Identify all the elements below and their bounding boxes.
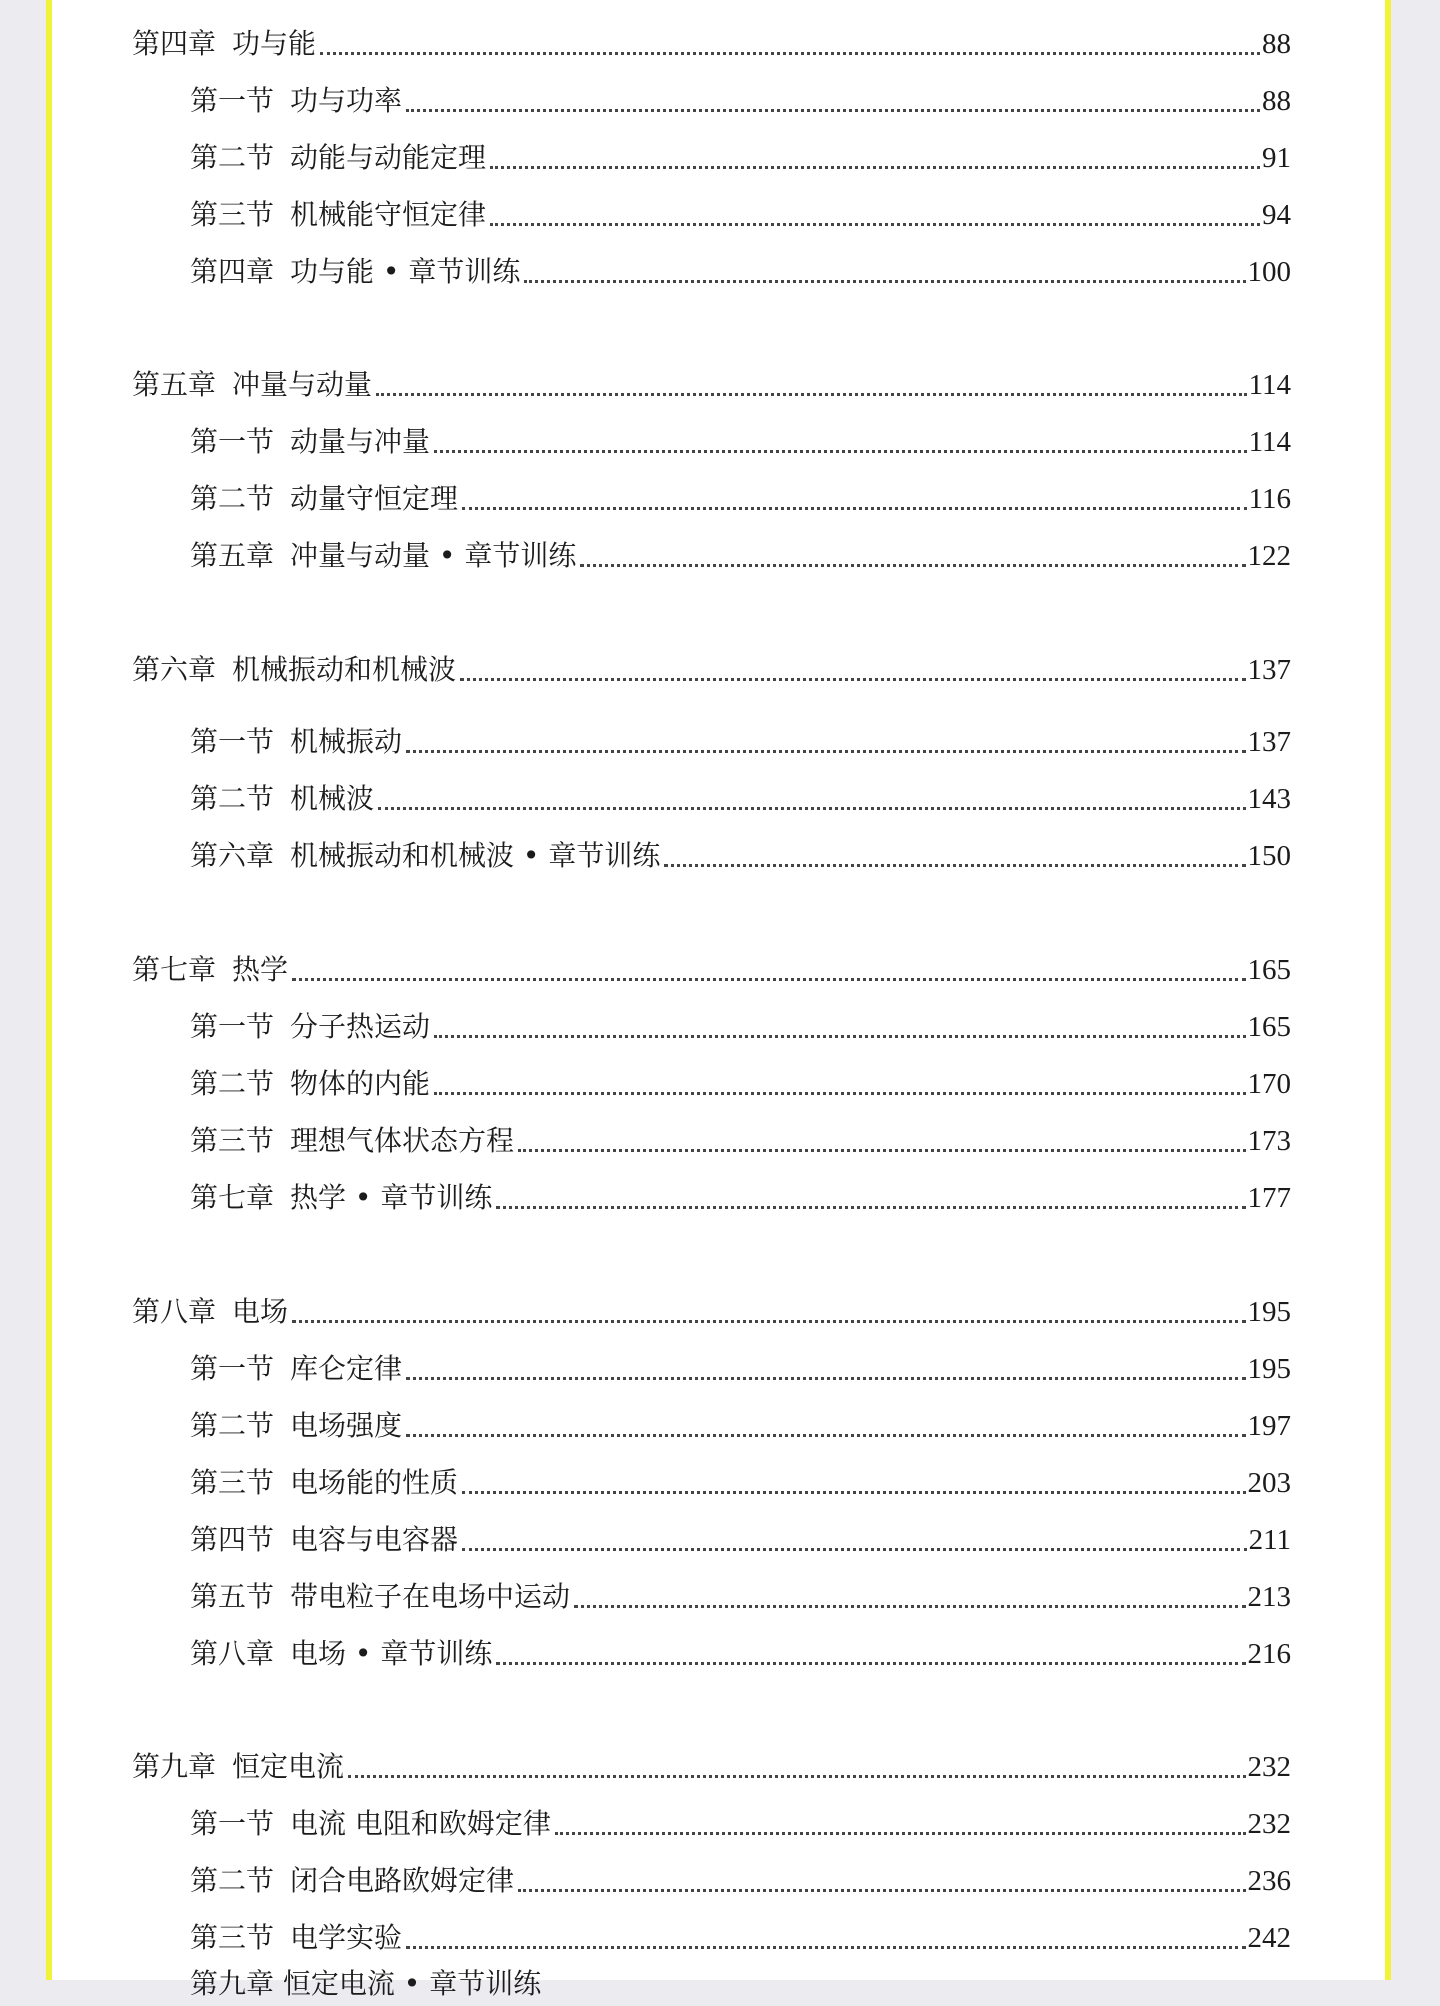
- toc-entry-title: 物体的内能: [290, 1067, 431, 1100]
- toc-entry-title: 电学实验: [290, 1921, 403, 1954]
- toc-entry-number: 第一节: [190, 1010, 275, 1043]
- toc-entry-title: 理想气体状态方程: [290, 1124, 515, 1157]
- toc-entry-title: 电容与电容器: [290, 1523, 459, 1556]
- toc-page-number: 232: [1247, 1808, 1291, 1840]
- toc-entry-title: 机械能守恒定律: [290, 198, 487, 231]
- toc-entry-title: 机械振动和机械波: [232, 653, 457, 686]
- dot-leader: [434, 450, 1247, 453]
- toc-entry-number: 第六章: [190, 839, 275, 872]
- toc-section-row[interactable]: [190, 1005, 1291, 1049]
- toc-entry-number: 第三节: [190, 198, 275, 231]
- toc-section-row[interactable]: [190, 79, 1291, 123]
- toc-chapter-row[interactable]: [132, 363, 1291, 407]
- toc-section-row[interactable]: [190, 136, 1291, 180]
- dot-leader: [348, 1775, 1245, 1778]
- table-of-contents: [52, 0, 1385, 1980]
- toc-page-number: 211: [1248, 1524, 1291, 1556]
- toc-entry-number: 第四章: [190, 255, 275, 288]
- toc-section-row[interactable]: [190, 1916, 1291, 1960]
- toc-entry-number: 第二节: [190, 782, 275, 815]
- toc-entry-number: 第一节: [190, 425, 275, 458]
- toc-entry-number: 第六章: [132, 653, 217, 686]
- toc-page-number: 100: [1247, 256, 1291, 288]
- toc-page-number: 213: [1247, 1581, 1291, 1613]
- cut-off-row-text: 第九章 恒定电流 • 章节训练: [190, 1967, 542, 2000]
- toc-entry-number: 第四节: [190, 1523, 275, 1556]
- toc-entry-number: 第五章: [190, 539, 275, 572]
- toc-section-row[interactable]: [190, 1404, 1291, 1448]
- toc-entry-number: 第四章: [132, 27, 217, 60]
- dot-leader: [460, 678, 1245, 681]
- toc-page-number: 216: [1247, 1638, 1291, 1670]
- toc-entry-title: 电场能的性质: [290, 1466, 459, 1499]
- dot-leader: [378, 807, 1245, 810]
- toc-entry-title: 热学: [232, 953, 289, 986]
- toc-entry-title: 动量守恒定理: [290, 482, 459, 515]
- dot-leader: [406, 1377, 1245, 1380]
- toc-entry-title: 电场强度: [290, 1409, 403, 1442]
- toc-entry-number: 第七章: [132, 953, 217, 986]
- toc-entry-title: 闭合电路欧姆定律: [290, 1864, 515, 1897]
- toc-entry-number: 第八章: [190, 1637, 275, 1670]
- dot-leader: [434, 1092, 1245, 1095]
- dot-leader: [496, 1206, 1245, 1209]
- toc-entry-title: 电流 电阻和欧姆定律: [290, 1807, 551, 1840]
- toc-chapter-row[interactable]: [132, 22, 1291, 66]
- dot-leader: [320, 52, 1260, 55]
- toc-entry-title: 冲量与动量: [232, 368, 373, 401]
- toc-entry-number: 第三节: [190, 1921, 275, 1954]
- dot-leader: [292, 978, 1245, 981]
- toc-page-number: 150: [1247, 840, 1291, 872]
- dot-leader: [406, 750, 1245, 753]
- toc-section-row[interactable]: [190, 1859, 1291, 1903]
- toc-section-row[interactable]: [190, 1518, 1291, 1562]
- toc-section-row[interactable]: [190, 720, 1291, 764]
- dot-leader: [496, 1662, 1245, 1665]
- dot-leader: [555, 1832, 1246, 1835]
- toc-entry-title: 电场: [232, 1295, 289, 1328]
- toc-page-number: 165: [1247, 1011, 1291, 1043]
- toc-entry-number: 第八章: [132, 1295, 217, 1328]
- toc-section-row[interactable]: [190, 1176, 1291, 1220]
- toc-entry-title: 功与能 • 章节训练: [290, 255, 521, 288]
- toc-section-row[interactable]: [190, 1347, 1291, 1391]
- toc-page-number: 195: [1247, 1353, 1291, 1385]
- toc-entry-title: 带电粒子在电场中运动: [290, 1580, 571, 1613]
- toc-section-row[interactable]: [190, 1461, 1291, 1505]
- toc-entry-title: 机械波: [290, 782, 375, 815]
- toc-entry-title: 机械振动: [290, 725, 403, 758]
- dot-leader: [490, 166, 1260, 169]
- toc-chapter-row[interactable]: [132, 948, 1291, 992]
- toc-page-number: 195: [1247, 1296, 1291, 1328]
- toc-entry-number: 第二节: [190, 1409, 275, 1442]
- toc-section-row[interactable]: [190, 250, 1291, 294]
- dot-leader: [376, 393, 1247, 396]
- toc-entry-title: 冲量与动量 • 章节训练: [290, 539, 577, 572]
- toc-entry-number: 第七章: [190, 1181, 275, 1214]
- toc-entry-number: 第三节: [190, 1466, 275, 1499]
- toc-entry-number: 第五章: [132, 368, 217, 401]
- dot-leader: [462, 1548, 1247, 1551]
- toc-section-row[interactable]: [190, 777, 1291, 821]
- toc-section-row[interactable]: [190, 193, 1291, 237]
- toc-entry-title: 电场 • 章节训练: [290, 1637, 493, 1670]
- toc-entry-number: 第二节: [190, 1067, 275, 1100]
- toc-chapter-row[interactable]: [132, 648, 1291, 692]
- toc-page-number: 114: [1248, 369, 1291, 401]
- toc-page-number: 165: [1247, 954, 1291, 986]
- toc-section-row[interactable]: [190, 420, 1291, 464]
- dot-leader: [462, 507, 1247, 510]
- toc-chapter-row[interactable]: [132, 1290, 1291, 1334]
- toc-entry-title: 功与功率: [290, 84, 403, 117]
- toc-page-number: 197: [1247, 1410, 1291, 1442]
- toc-page-number: 116: [1248, 483, 1291, 515]
- toc-section-row[interactable]: [190, 534, 1291, 578]
- toc-page-number: 88: [1262, 28, 1291, 60]
- dot-leader: [434, 1035, 1245, 1038]
- toc-entry-number: 第九章: [132, 1750, 217, 1783]
- toc-page-number: 232: [1247, 1751, 1291, 1783]
- toc-page-number: 203: [1247, 1467, 1291, 1499]
- toc-entry-title: 分子热运动: [290, 1010, 431, 1043]
- toc-entry-title: 库仑定律: [290, 1352, 403, 1385]
- dot-leader: [524, 280, 1245, 283]
- dot-leader: [664, 864, 1245, 867]
- toc-entry-number: 第一节: [190, 1807, 275, 1840]
- toc-section-row[interactable]: [190, 1575, 1291, 1619]
- document-page: [46, 0, 1391, 2000]
- dot-leader: [292, 1320, 1245, 1323]
- cut-off-row: [190, 1962, 710, 2000]
- toc-page-number: 170: [1247, 1068, 1291, 1100]
- toc-entry-title: 动能与动能定理: [290, 141, 487, 174]
- toc-page-number: 137: [1247, 726, 1291, 758]
- dot-leader: [406, 109, 1260, 112]
- dot-leader: [580, 564, 1245, 567]
- toc-section-row[interactable]: [190, 1632, 1291, 1676]
- dot-leader: [406, 1946, 1245, 1949]
- dot-leader: [462, 1491, 1245, 1494]
- toc-entry-title: 热学 • 章节训练: [290, 1181, 493, 1214]
- toc-section-row[interactable]: [190, 834, 1291, 878]
- toc-entry-number: 第二节: [190, 141, 275, 174]
- dot-leader: [406, 1434, 1245, 1437]
- toc-page-number: 114: [1248, 426, 1291, 458]
- toc-section-row[interactable]: [190, 1119, 1291, 1163]
- toc-entry-number: 第二节: [190, 1864, 275, 1897]
- toc-entry-title: 动量与冲量: [290, 425, 431, 458]
- toc-entry-number: 第五节: [190, 1580, 275, 1613]
- toc-page-number: 242: [1247, 1922, 1291, 1954]
- toc-page-number: 88: [1262, 85, 1291, 117]
- toc-page-number: 122: [1247, 540, 1291, 572]
- toc-section-row[interactable]: [190, 477, 1291, 521]
- toc-page-number: 173: [1247, 1125, 1291, 1157]
- toc-page-number: 137: [1247, 654, 1291, 686]
- toc-entry-number: 第一节: [190, 84, 275, 117]
- dot-leader: [574, 1605, 1245, 1608]
- toc-entry-title: 功与能: [232, 27, 317, 60]
- toc-entry-title: 机械振动和机械波 • 章节训练: [290, 839, 661, 872]
- toc-entry-number: 第一节: [190, 1352, 275, 1385]
- dot-leader: [518, 1889, 1245, 1892]
- toc-entry-number: 第三节: [190, 1124, 275, 1157]
- toc-page-number: 236: [1247, 1865, 1291, 1897]
- toc-page-number: 91: [1262, 142, 1291, 174]
- toc-chapter-row[interactable]: [132, 1745, 1291, 1789]
- toc-entry-number: 第二节: [190, 482, 275, 515]
- dot-leader: [518, 1149, 1245, 1152]
- toc-section-row[interactable]: [190, 1802, 1291, 1846]
- toc-page-number: 143: [1247, 783, 1291, 815]
- toc-section-row[interactable]: [190, 1062, 1291, 1106]
- toc-page-number: 177: [1247, 1182, 1291, 1214]
- dot-leader: [490, 223, 1260, 226]
- toc-entry-title: 恒定电流: [232, 1750, 345, 1783]
- toc-entry-number: 第一节: [190, 725, 275, 758]
- toc-page-number: 94: [1262, 199, 1291, 231]
